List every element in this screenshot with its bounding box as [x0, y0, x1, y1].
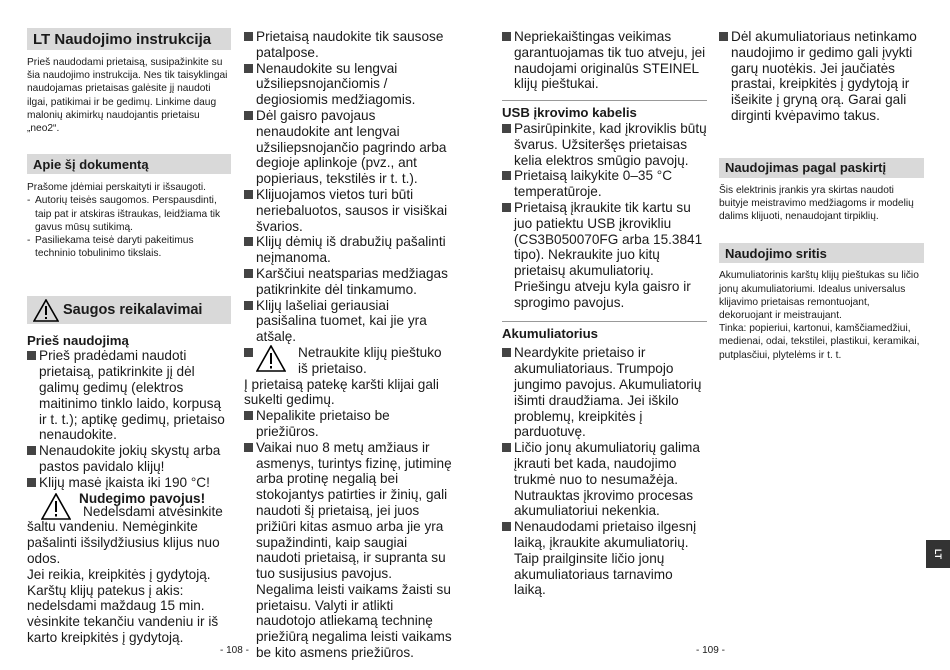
list-item: Klijuojamos vietos turi būti neriebaluotos, sausos ir visiškai švarios.: [244, 187, 452, 234]
section-header-about: Apie šį dokumentą: [27, 154, 231, 174]
intro-text: Prieš naudodami prietaisą, susipažinkite su šia naudojimo instrukcija. Nes tik taisyklingai naudojamas prietaisas galėsite jį naudoti ilgai, patikimai ir be gedimų. Linkime daug malonių akimirkų naudojantis prietaisu „neo2“.: [27, 57, 228, 135]
list-item: Karščiui neatsparias medžiagas patikrinkite dėl tinkamumo.: [244, 266, 452, 298]
list-item: Nenaudokite jokių skystų arba pastos pavidalo klijų!: [27, 443, 231, 475]
about-item: - Autorių teisės saugomos. Perspausdinti, taip pat ir atskiras ištraukas, leidžiama tik gavus mūsų sutikimą.: [27, 195, 221, 233]
safety-title: Saugos reikalavimai: [63, 302, 203, 319]
column-1: [27, 0, 231, 646]
column-3: [502, 0, 707, 598]
language-tab: LT: [926, 540, 950, 568]
application-text: Akumuliatorinis karštų klijų pieštukas su ličio jonų akumuliatoriumi. Idealus universalus klijavimo prietaisas remontuojant, dekoruojant ir meistraujant.: [719, 270, 919, 321]
list-item: Neardykite prietaiso ir akumuliatoriaus. Trumpojo jungimo pavojus. Akumuliatorių išimti draudžiama. Jei iškilo problemų, kreipkitės į parduotuvę.: [502, 345, 707, 440]
warning-triangle-icon: [33, 299, 59, 322]
burn-warning-title: Nudegimo pavojus!: [79, 490, 206, 506]
burn-warning-text: Nedelsdami atvėsinkite šaltu vandeniu. Nemėginkite pašalinti išsilydžiusius klijus nuo odos.: [27, 503, 223, 566]
section-header-application: Naudojimo sritis: [719, 243, 924, 263]
list-item: Prietaisą laikykite 0–35 °C temperatūroje.: [502, 168, 707, 200]
intended-use-text: Šis elektrinis įrankis yra skirtas naudoti buityje meistravimo medžiagoms ir modelių dalims klijuoti, nenaudojant tirpiklių.: [719, 184, 914, 223]
column-4: [719, 0, 924, 362]
list-item: Nepriekaištingas veikimas garantuojamas tik tuo atveju, jei naudojami originalūs STEINEL klijų pieštukai.: [502, 29, 707, 92]
list-item: Prieš pradėdami naudoti prietaisą, patikrinkite jį dėl galimų gedimų (elektros maitinimo tinklo laido, korpusą ir t. t.); aptikę gedimų, prietaiso nenaudokite.: [27, 348, 231, 443]
list-item: Ličio jonų akumuliatorių galima įkrauti bet kada, naudojimo trukmė nuo to nesumažėja. Nutrauktas įkrovimo procesas akumuliatoriui nekenkia.: [502, 440, 707, 519]
list-item: Prietaisą įkraukite tik kartu su juo patiektu USB įkrovikliu (CS3B050070FG arba 15.3841 tipo). Nekraukite juo kitų prietaisų akumuliatorių. Priešingu atveju kyla gaisro ir sprogimo pavojus.: [502, 200, 707, 311]
list-item: Nepalikite prietaiso be priežiūros.: [244, 408, 452, 440]
stick-warning-text: Netraukite klijų pieštuko iš prietaiso.: [298, 344, 442, 376]
list-item: Nenaudodami prietaiso ilgesnį laiką, įkraukite akumuliatorių. Taip prailginsite ličio jonų akumuliatoriaus tarnavimo laiką.: [502, 519, 707, 598]
battery-title: Akumuliatorius: [502, 325, 598, 341]
stick-warning-text-2: Į prietaisą patekę karšti klijai gali sukelti gedimų.: [244, 376, 439, 408]
page-number-right: - 109 -: [696, 645, 725, 656]
application-text-2: Tinka: popieriui, kartonui, kamščiamedžiui, medienai, odai, tekstilei, plastikui, keramikai, putplasčiui, plytelėms ir t. t.: [719, 323, 920, 361]
list-item: Dėl gaisro pavojaus nenaudokite ant lengvai užsiliepsnojančio pagrindo arba degioje aplinkoje (pvz., ant popieriaus, tekstilės ir t. t.).: [244, 108, 452, 187]
section-header-safety: [27, 296, 231, 324]
section-header-intended-use: Naudojimas pagal paskirtį: [719, 158, 924, 178]
stick-warning: [244, 345, 452, 377]
burn-warning-text-2: Jei reikia, kreipkitės į gydytoją. Karštų klijų patekus į akis: nedelsdami maždaug 15 min. vėsinkite tekančiu vandeniu ir iš karto kreipkitės į gydytoją.: [27, 566, 219, 645]
list-item: Klijų dėmių iš drabužių pašalinti neįmanoma.: [244, 234, 452, 266]
about-item: - Pasiliekama teisė daryti pakeitimus techninio tobulinimo tikslais.: [27, 235, 194, 260]
list-item: Klijų masė įkaista iki 190 °C!: [27, 475, 231, 491]
about-text: Prašome įdėmiai perskaityti ir išsaugoti.: [27, 182, 206, 194]
usb-cable-title: USB įkrovimo kabelis: [502, 105, 637, 121]
column-2: [244, 0, 452, 661]
list-item: Prietaisą naudokite tik sausose patalpose.: [244, 29, 452, 61]
list-item: Pasirūpinkite, kad įkroviklis būtų švarus. Užsiteršęs prietaisas kelia elektros smūgio pavojų.: [502, 121, 707, 168]
list-item: Vaikai nuo 8 metų amžiaus ir asmenys, turintys fizinę, jutiminę arba protinę negalią bei stokojantys patirties ir žinių, gali naudoti šį prietaisą, jei juos prižiūri kitas asmuo arba jie yra supažindinti, kaip saugiai naudoti prietaisą, ir supranta su tuo susijusius pavojus. Negalima leisti vaikams žaisti su prietaisu. Valyti ir atlikti naudotojo atliekamą techninę priežiūrą negalima leisti vaikams be kito asmens priežiūros.: [244, 440, 452, 661]
list-item: Nenaudokite su lengvai užsiliepsnojančiomis / degiosiomis medžiagomis.: [244, 61, 452, 108]
list-item: Dėl akumuliatoriaus netinkamo naudojimo ir gedimo gali įvykti garų nuotėkis. Jei jaučiatės prastai, kreipkitės į gydytoją ir išeikite į gryną orą. Garai gali dirginti kvėpavimo takus.: [719, 29, 924, 124]
warning-triangle-icon: [256, 345, 286, 372]
page-number-left: - 108 -: [220, 645, 249, 656]
warning-triangle-icon: [41, 493, 71, 520]
list-item: Klijų lašeliai geriausiai pasišalina tuomet, kai jie yra atšalę.: [244, 298, 452, 345]
before-use-title: Prieš naudojimą: [27, 333, 129, 349]
section-header-instructions: LT Naudojimo instrukcija: [27, 28, 231, 50]
